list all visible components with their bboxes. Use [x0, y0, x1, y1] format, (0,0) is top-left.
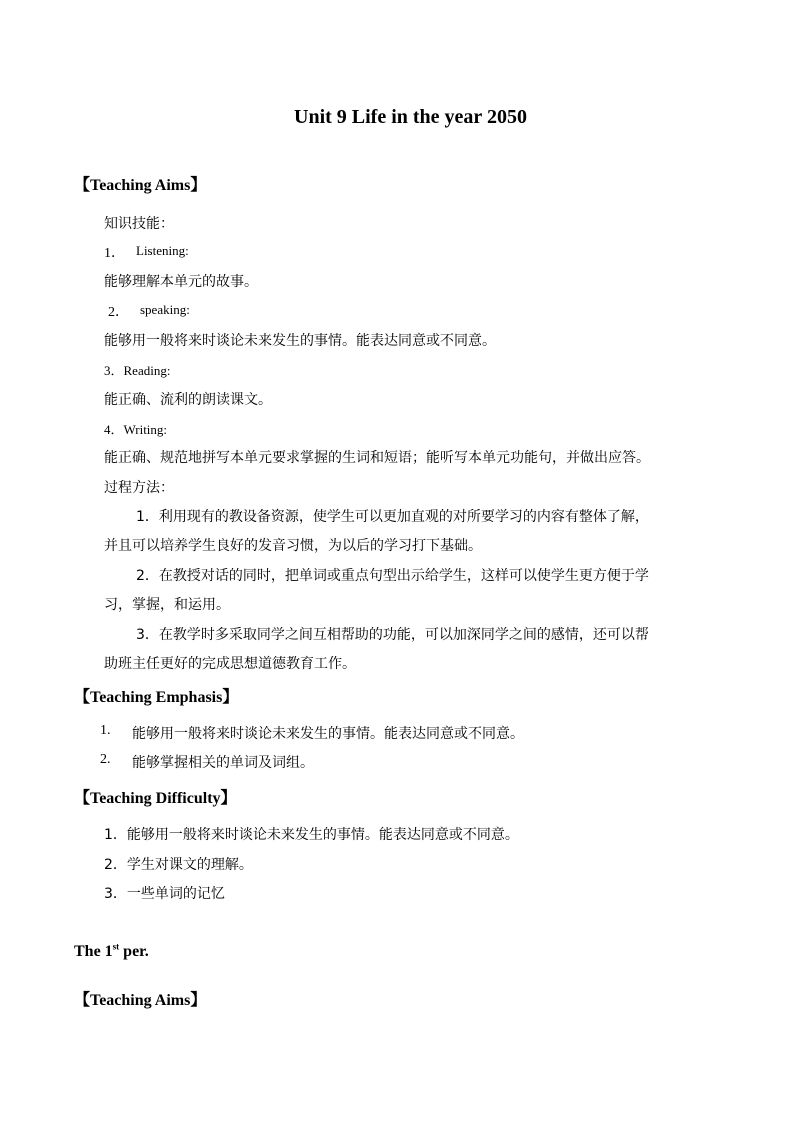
emphasis-item-2-number: 2. [100, 752, 111, 767]
emphasis-item-1-text: 能够用一般将来时谈论未来发生的事情。能表达同意或不同意。 [132, 726, 524, 742]
period-ordinal-suffix: st [112, 941, 120, 952]
writing-label: 4．Writing: [104, 422, 168, 437]
emphasis-item-1-number: 1. [100, 723, 111, 738]
document-title: Unit 9 Life in the year 2050 [294, 106, 527, 128]
reading-label: 3．Reading: [104, 363, 171, 378]
listening-text: 能够理解本单元的故事。 [104, 274, 258, 290]
emphasis-item-2-text: 能够掌握相关的单词及词组。 [132, 755, 314, 771]
teaching-emphasis-heading: 【Teaching Emphasis】 [74, 689, 239, 706]
process-item-2-line-1: 2．在教授对话的同时，把单词或重点句型出示给学生，这样可以使学生更方便于学 [136, 568, 649, 584]
process-method-label: 过程方法： [104, 480, 174, 496]
process-item-2-line-2: 习，掌握，和运用。 [104, 597, 230, 613]
period-prefix: The 1 [74, 943, 113, 960]
period-suffix: per. [119, 943, 149, 960]
speaking-label: speaking: [140, 302, 190, 317]
process-item-3-line-1: 3．在教学时多采取同学之间互相帮助的功能，可以加深同学之间的感情，还可以帮 [136, 627, 649, 643]
teaching-aims-heading: 【Teaching Aims】 [74, 177, 207, 194]
process-item-1-line-1: 1．利用现有的教设备资源，使学生可以更加直观的对所要学习的内容有整体了解， [136, 509, 649, 525]
listening-number: 1． [104, 246, 125, 261]
teaching-aims-heading-2: 【Teaching Aims】 [74, 992, 207, 1009]
speaking-number: 2． [108, 305, 129, 320]
knowledge-skills-label: 知识技能： [104, 216, 174, 232]
difficulty-item-2: 2．学生对课文的理解。 [104, 857, 253, 873]
process-item-1-line-2: 并且可以培养学生良好的发音习惯，为以后的学习打下基础。 [104, 538, 482, 554]
listening-label: Listening: [136, 243, 189, 258]
writing-text: 能正确、规范地拼写本单元要求掌握的生词和短语；能听写本单元功能句，并做出应答。 [104, 450, 650, 466]
process-item-3-line-2: 助班主任更好的完成思想道德教育工作。 [104, 656, 356, 672]
teaching-difficulty-heading: 【Teaching Difficulty】 [74, 790, 237, 807]
reading-text: 能正确、流利的朗读课文。 [104, 392, 272, 408]
difficulty-item-3: 3．一些单词的记忆 [104, 886, 225, 902]
first-period-heading [74, 943, 149, 961]
speaking-text: 能够用一般将来时谈论未来发生的事情。能表达同意或不同意。 [104, 333, 496, 349]
difficulty-item-1: 1．能够用一般将来时谈论未来发生的事情。能表达同意或不同意。 [104, 827, 519, 843]
